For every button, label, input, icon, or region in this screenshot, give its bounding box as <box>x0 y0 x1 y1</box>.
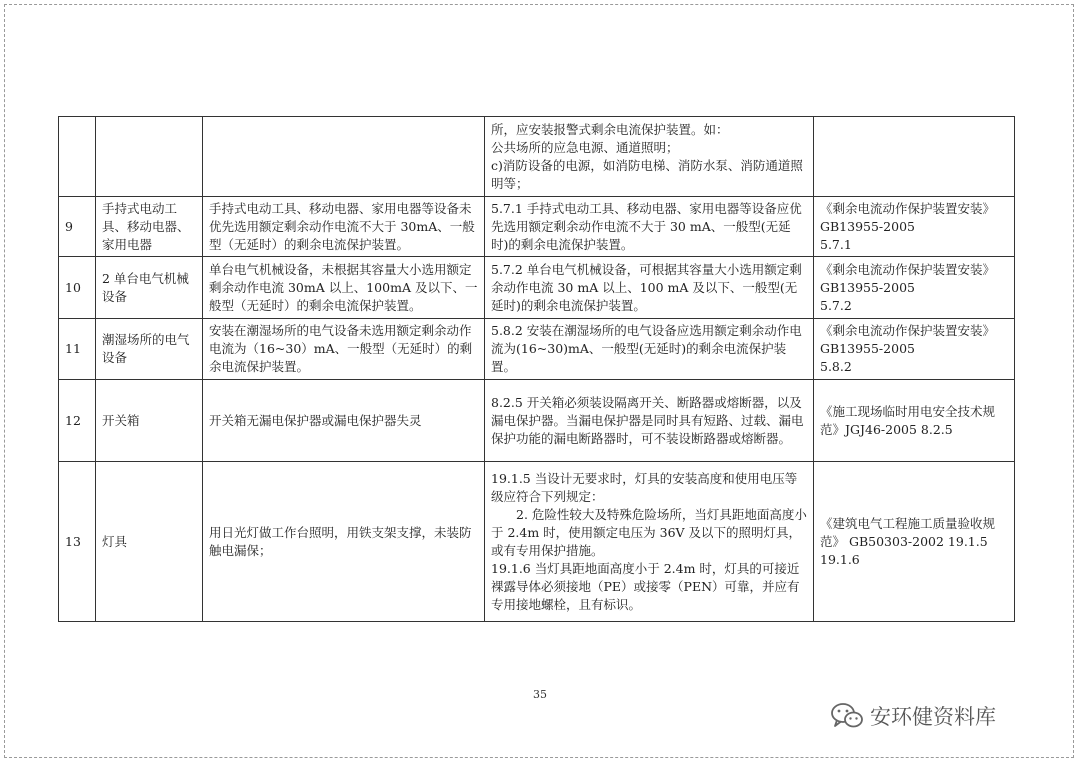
table-row <box>59 380 1015 462</box>
requirement-line: 5.8.2 安装在潮湿场所的电气设备应选用额定剩余动作电流为(16~30)mA、一般型(无延时)的剩余电流保护装置。 <box>491 323 802 374</box>
problem-cell: 安装在潮湿场所的电气设备未选用额定剩余动作电流为（16~30）mA、一般型（无延时）的剩余电流保护装置。 <box>203 319 485 380</box>
basis-line: 5.7.2 <box>820 297 852 313</box>
basis-line: GB13955-2005 <box>820 279 915 295</box>
requirement-line: 5.7.2 单台电气机械设备，可根据其容量大小选用额定剩余动作电流 30 mA 以上、100 mA 及以下、一般型(无延时)的剩余电流保护装置。 <box>491 261 802 313</box>
row-number: 13 <box>59 462 96 622</box>
requirement-cell <box>485 257 814 319</box>
requirement-line: 8.2.5 开关箱必须装设隔离开关、断路器或熔断器，以及漏电保护器。当漏电保护器是同时具有短路、过载、漏电保护功能的漏电断路器时，可不装设断路器或熔断器。 <box>491 394 804 446</box>
page-number: 35 <box>533 688 547 701</box>
basis-line: 《剩余电流动作保护装置安装》 <box>820 323 996 338</box>
wechat-icon <box>830 701 864 731</box>
requirement-cell <box>485 319 814 380</box>
basis-line: 《剩余电流动作保护装置安装》 <box>820 200 996 216</box>
requirement-cell <box>485 462 814 622</box>
basis-cell <box>814 319 1015 380</box>
requirement-cell <box>485 380 814 462</box>
basis-cell <box>814 197 1015 257</box>
basis-line: 《剩余电流动作保护装置安装》 <box>820 261 996 277</box>
row-number: 12 <box>59 380 96 462</box>
item-cell: 潮湿场所的电气设备 <box>96 319 203 380</box>
table-row <box>59 257 1015 319</box>
basis-line: 《施工现场临时用电安全技术规范》JGJ46-2005 8.2.5 <box>820 403 996 437</box>
problem-cell: 手持式电动工具、移动电器、家用电器等设备未优先选用额定剩余动作电流不大于 30mA、一般型（无延时）的剩余电流保护装置。 <box>203 197 485 257</box>
requirement-line: 2. 危险性较大及特殊危险场所，当灯具距地面高度小于 2.4m 时，使用额定电压为 36V 及以下的照明灯具，或有专用保护措施。 <box>491 506 807 558</box>
row-number: 9 <box>59 197 96 257</box>
hazard-table <box>58 116 1015 622</box>
basis-cell <box>814 462 1015 622</box>
basis-line: GB13955-2005 <box>820 341 915 356</box>
problem-cell <box>203 117 485 197</box>
requirement-line: 19.1.6 当灯具距地面高度小于 2.4m 时，灯具的可接近裸露导体必须接地（PE）或接零（PEN）可靠，并应有专用接地螺栓，且有标识。 <box>491 560 800 612</box>
item-cell: 开关箱 <box>96 380 203 462</box>
requirement-line: 公共场所的应急电源、通道照明； <box>491 139 679 155</box>
row-number <box>59 117 96 197</box>
table-row <box>59 319 1015 380</box>
basis-line: GB13955-2005 <box>820 218 915 234</box>
basis-cell <box>814 257 1015 319</box>
basis-line: 5.8.2 <box>820 359 852 374</box>
requirement-line: 所，应安装报警式剩余电流保护装置。如： <box>491 121 729 137</box>
basis-line: 19.1.6 <box>820 551 860 567</box>
requirement-cell <box>485 117 814 197</box>
row-number: 10 <box>59 257 96 319</box>
watermark <box>830 700 996 732</box>
problem-cell: 开关箱无漏电保护器或漏电保护器失灵 <box>203 380 485 462</box>
basis-cell <box>814 117 1015 197</box>
requirement-cell <box>485 197 814 257</box>
problem-cell: 单台电气机械设备，未根据其容量大小选用额定剩余动作电流 30mA 以上、100mA 及以下、一般型（无延时）的剩余电流保护装置。 <box>203 257 485 319</box>
table-row <box>59 197 1015 257</box>
watermark-text: 安环健资料库 <box>870 705 996 729</box>
requirement-line: c)消防设备的电源，如消防电梯、消防水泵、消防通道照明等； <box>491 157 803 191</box>
basis-line: 5.7.1 <box>820 236 852 252</box>
item-cell: 灯具 <box>96 462 203 622</box>
item-cell: 2 单台电气机械设备 <box>96 257 203 319</box>
table-row <box>59 462 1015 622</box>
table-row <box>59 117 1015 197</box>
item-cell: 手持式电动工具、移动电器、家用电器 <box>96 197 203 257</box>
basis-cell <box>814 380 1015 462</box>
basis-line: 《建筑电气工程施工质量验收规范》 GB50303-2002 19.1.5 <box>820 515 996 549</box>
item-cell <box>96 117 203 197</box>
problem-cell: 用日光灯做工作台照明，用铁支架支撑，未装防触电漏保； <box>203 462 485 622</box>
requirement-line: 5.7.1 手持式电动工具、移动电器、家用电器等设备应优先选用额定剩余动作电流不大于 30 mA、一般型(无延时)的剩余电流保护装置。 <box>491 200 802 252</box>
row-number: 11 <box>59 319 96 380</box>
requirement-line: 19.1.5 当设计无要求时，灯具的安装高度和使用电压等级应符合下列规定： <box>491 470 798 504</box>
